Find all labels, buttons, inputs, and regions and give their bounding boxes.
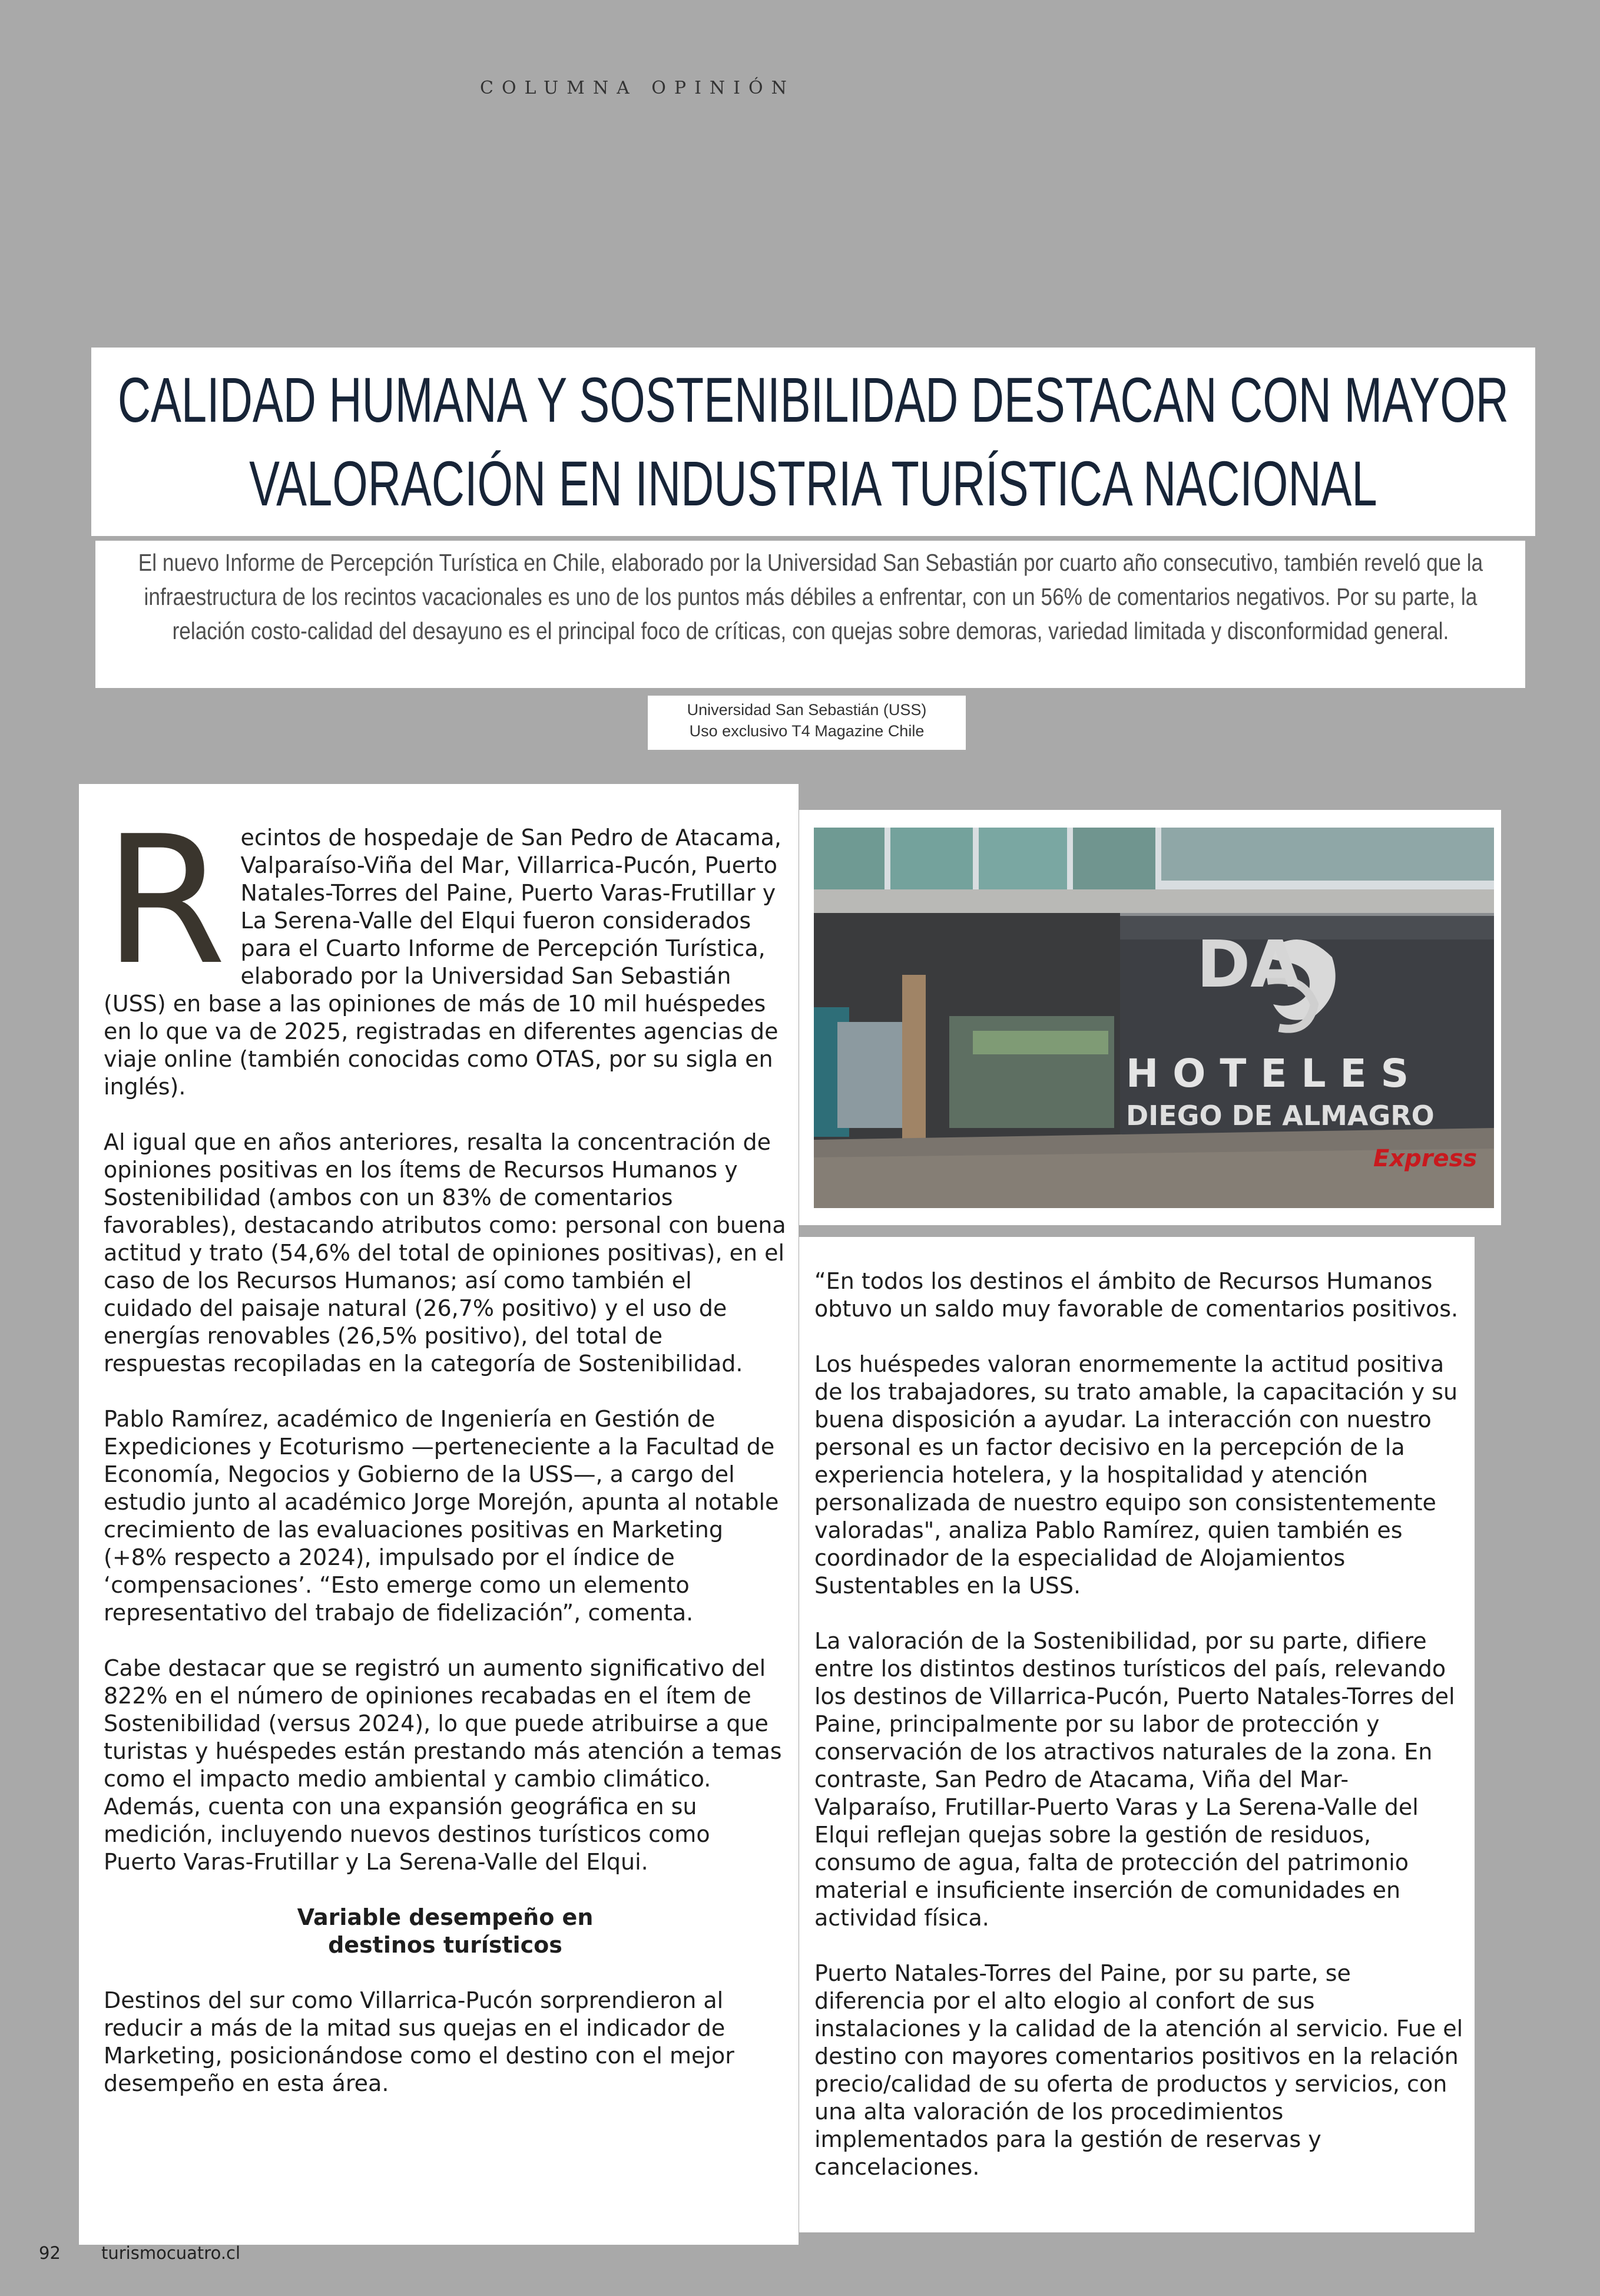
article-title [96, 358, 1531, 525]
article-title-box [91, 348, 1535, 536]
section-label: COLUMNA OPINIÓN [480, 78, 795, 98]
sign-logo: DA [1197, 927, 1301, 1002]
drop-cap: R [104, 798, 227, 1004]
paragraph: “En todos los destinos el ámbito de Recursos Humanos obtuvo un saldo muy favorable de comentarios positivos. [814, 1268, 1459, 1322]
credit-line-2: Uso exclusivo T4 Magazine Chile [689, 722, 925, 740]
paragraph: Los huéspedes valoran enormemente la actitud positiva de los trabajadores, su trato amable, la capacitación y su buena disposición a ayudar. La interacción con nuestro personal es un factor decisivo en la percepción de la experiencia hotelera, y la hospitalidad y atención personalizada de nuestro equipo son consistentemente valoradas", analiza Pablo Ramírez, quien también es coordinador de la especialidad de Alojamientos Sustentables en la USS. [814, 1351, 1458, 1599]
photo-frame [799, 810, 1501, 1225]
left-column [79, 784, 799, 2245]
paragraph: ecintos de hospedaje de San Pedro de Atacama, Valparaíso-Viña del Mar, Villarrica-Pucón, Puerto Natales-Torres del Paine, Puerto Varas-Frutillar y La Serena-Valle del Elqui fueron considerados para el Cuarto Informe de Percepción Turística, elaborado por la Universidad San Sebastián (USS) en base a las opiniones de más de 10 mil huéspedes en lo que va de 2025, registradas en diferentes agencias de viaje online (también conocidas como OTAS, por su sigla en inglés). [104, 825, 782, 1100]
title-line-2: VALORACIÓN EN INDUSTRIA TURÍSTICA NACIONAL [249, 448, 1377, 519]
title-line-1: CALIDAD HUMANA Y SOSTENIBILIDAD DESTACAN CON MAYOR [117, 364, 1509, 435]
article-lead-box [95, 541, 1525, 688]
paragraph: La valoración de la Sostenibilidad, por su parte, difiere entre los distintos destinos turísticos del país, relevando los destinos de Villarrica-Pucón, Puerto Natales-Torres del Paine, principalmente por su labor de protección y conservación de los atractivos naturales de la zona. En contraste, San Pedro de Atacama, Viña del Mar-Valparaíso, Frutillar-Puerto Varas y La Serena-Valle del Elqui reflejan quejas sobre la gestión de residuos, consumo de agua, falta de protección del patrimonio material e insuficiente inserción de comunidades en actividad física. [814, 1628, 1455, 1931]
hotel-photo [814, 828, 1494, 1208]
paragraph: Puerto Natales-Torres del Paine, por su parte, se diferencia por el alto elogio al confort de sus instalaciones y la calidad de la atención al servicio. Fue el destino con mayores comentarios positivos en la relación precio/calidad de su oferta de productos y servicios, con una alta valoración de los procedimientos implementados para la gestión de reservas y cancelaciones. [814, 1960, 1463, 2180]
subheading-line-1: Variable desempeño en [297, 1904, 594, 1930]
subheading-line-2: destinos turísticos [328, 1932, 562, 1958]
paragraph: Destinos del sur como Villarrica-Pucón sorprendieron al reducir a más de la mitad sus quejas en el indicador de Marketing, posicionándose como el destino con el mejor desempeño en esta área. [104, 1987, 734, 2096]
right-column [799, 1237, 1475, 2232]
credit-line-1: Universidad San Sebastián (USS) [687, 701, 927, 719]
footer-site: turismocuatro.cl [101, 2243, 241, 2263]
subheading [104, 1904, 787, 1959]
article-lead: El nuevo Informe de Percepción Turística en Chile, elaborado por la Universidad San Sebastián por cuarto año consecutivo, también reveló que la infraestructura de los recintos vacacionales es uno de los puntos más débiles a enfrentar, con un 56% de comentarios negativos. Por su parte, la relación costo-calidad del desayuno es el principal foco de críticas, con quejas sobre demoras, variedad limitada y disconformidad general. [138, 549, 1483, 644]
paragraph: Al igual que en años anteriores, resalta la concentración de opiniones positivas en los ítems de Recursos Humanos y Sostenibilidad (ambos con un 83% de comentarios favorables), destacando atributos como: personal con buena actitud y trato (54,6% del total de opiniones positivas), en el caso de los Recursos Humanos; así como también el cuidado del paisaje natural (26,7% positivo) y el uso de energías renovables (26,5% positivo), del total de respuestas recopiladas en la categoría de Sostenibilidad. [104, 1129, 786, 1377]
paragraph: Pablo Ramírez, académico de Ingeniería en Gestión de Expediciones y Ecoturismo —perteneciente a la Facultad de Economía, Negocios y Gobierno de la USS—, a cargo del estudio junto al académico Jorge Morejón, apunta al notable crecimiento de las evaluaciones positivas en Marketing (+8% respecto a 2024), impulsado por el índice de ‘compensaciones’. “Esto emerge como un elemento representativo del trabajo de fidelización”, comenta. [104, 1406, 779, 1626]
sign-hoteles: HOTELES [1126, 1051, 1423, 1096]
sign-express: Express [1373, 1145, 1478, 1172]
sign-name: DIEGO DE ALMAGRO [1126, 1100, 1435, 1132]
page-number: 92 [39, 2243, 61, 2263]
photo-credit [648, 696, 966, 750]
paragraph: Cabe destacar que se registró un aumento significativo del 822% en el número de opiniones recabadas en el ítem de Sostenibilidad (versus 2024), lo que puede atribuirse a que turistas y huéspedes están prestando más atención a temas como el impacto medio ambiental y cambio climático. Además, cuenta con una expansión geográfica en su medición, incluyendo nuevos destinos turísticos como Puerto Varas-Frutillar y La Serena-Valle del Elqui. [104, 1655, 782, 1875]
